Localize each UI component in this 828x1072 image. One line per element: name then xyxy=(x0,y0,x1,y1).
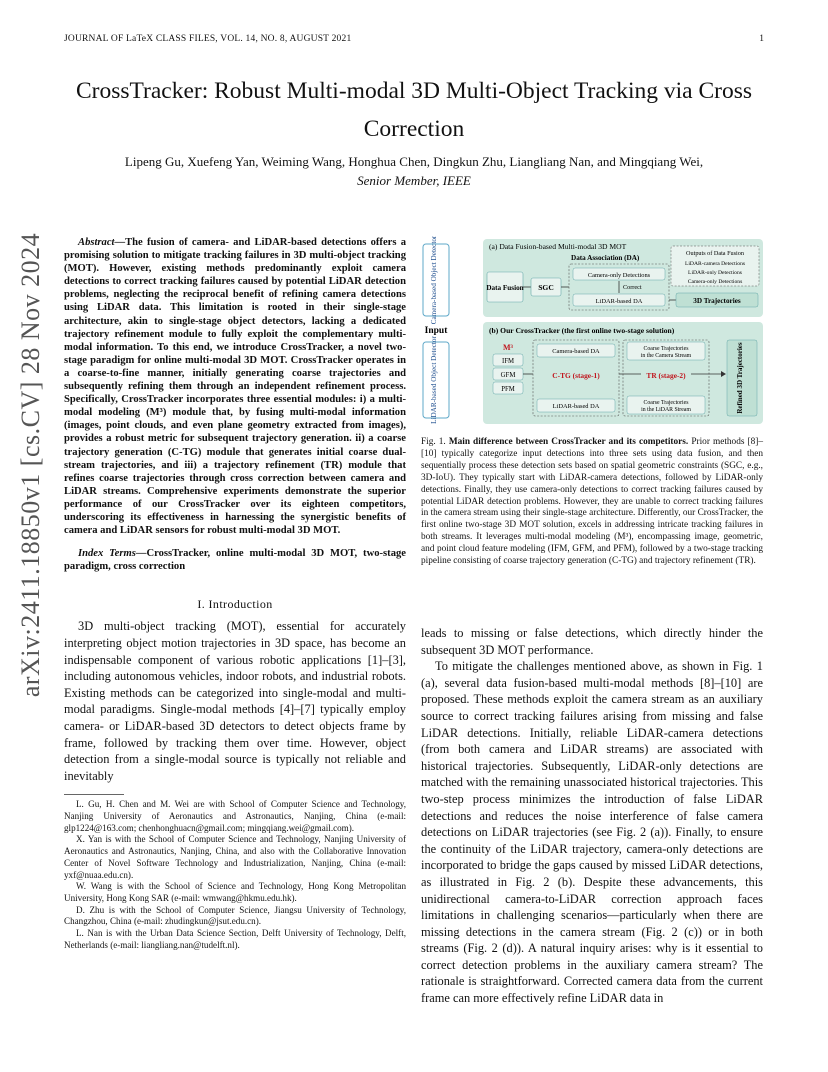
right-column xyxy=(421,625,763,1007)
abstract-label: Abstract xyxy=(78,237,115,248)
lidar-based-da-a-label: LiDAR-based DA xyxy=(595,298,643,305)
coarse-camera-label: Coarse Trajectories xyxy=(643,346,689,352)
intro-paragraph-right-2: To mitigate the challenges mentioned above, as shown in Fig. 1 (a), several data fusion-based multi-modal methods [8]–[10] are proposed. These methods exploit the camera stream as an auxiliary source to correct tracking failures arising from missing and false LiDAR detections. Initially, reliable LiDAR-camera detections (from both camera and LiDAR streams) are associated with historical trajectories. Subsequently, LiDAR-only detections are matched with the remaining unassociated historical trajectories. This two-step process minimizes the introduction of false LiDAR detections and reduces the noise interference of false camera detections on LiDAR trajectories (see Fig. 2 (a)). Finally, to ensure the continuity of the LiDAR trajectory, camera-only detections are incorporated to bridge the gaps caused by missed LiDAR detections, as illustrated in Fig. 2 (b). Despite these advancements, this unidirectional camera-to-LiDAR correction approach faces limitations in challenging scenarios—particularly when there are missing detections in the camera stream (Fig. 2 (c)) or in both streams (Fig. 2 (d)). A natural inquiry arises: why is it essential to correct detection problems in the auxiliary camera stream? The rationale is straightforward. Corrected camera data from the current frame can more effectively refine LiDAR data in xyxy=(421,659,763,1006)
panel-b-title: (b) Our CrossTracker (the first online two-stage solution) xyxy=(489,326,675,335)
coarse-lidar-label: in the LiDAR Stream xyxy=(641,407,691,413)
footnote-divider xyxy=(64,794,124,795)
section-heading: I. Introduction xyxy=(197,597,273,612)
footnote-affiliation: L. Nan is with the Urban Data Science Section, Delft University of Technology, Delft, Netherlands (e-mail: liangliang.nan@tudelft.nl). xyxy=(64,928,406,950)
page-number: 1 xyxy=(759,34,764,44)
outputs-item: Camera-only Detections xyxy=(687,279,743,285)
coarse-lidar-label: Coarse Trajectories xyxy=(643,400,689,406)
left-column xyxy=(64,236,406,951)
figure-caption xyxy=(421,437,763,568)
camera-based-da-label: Camera-based DA xyxy=(552,348,600,355)
outputs-item: LiDAR-only Detections xyxy=(688,270,742,276)
data-fusion-label: Data Fusion xyxy=(486,284,524,292)
authors-names: Lipeng Gu, Xuefeng Yan, Weiming Wang, Honghua Chen, Dingkun Zhu, Liangliang Nan, and Mingqiang Wei, xyxy=(124,154,704,169)
refined-label: Refined 3D Trajectories xyxy=(736,342,744,414)
running-header: JOURNAL OF LaTeX CLASS FILES, VOL. 14, NO. 8, AUGUST 2021 xyxy=(64,34,352,44)
abstract xyxy=(64,236,406,537)
footnote-affiliation: W. Wang is with the School of Science and Technology, Hong Kong Metropolitan University, Hong Kong SAR (e-mail: wmwang@hkmu.edu.hk). xyxy=(64,881,406,903)
caption-bold: Main difference between CrossTracker and its competitors. xyxy=(448,437,689,447)
lidar-based-da-b-label: LiDAR-based DA xyxy=(552,403,600,410)
pfm-label: PFM xyxy=(501,386,515,393)
index-terms xyxy=(64,547,406,573)
footnote-affiliation: X. Yan is with the School of Computer Science and Technology, Nanjing University of Aeronautics and Astronautics, Nanjing, China, and also with the Collaborative Innovation Center of Novel Software Technology and Industrialization, Nanjing, China (e-mail: yxf@nuaa.edu.cn). xyxy=(64,834,406,880)
camera-only-detections-label: Camera-only Detections xyxy=(587,272,651,279)
camera-detector-label: Camera-based Object Detector xyxy=(430,236,438,325)
index-terms-text: —CrossTracker, online multi-modal 3D MOT, two-stage paradigm, cross correction xyxy=(64,548,406,573)
arxiv-stamp-container xyxy=(14,232,48,698)
coarse-camera-label: in the Camera Stream xyxy=(640,353,692,359)
sgc-label: SGC xyxy=(538,283,554,292)
tr-label: TR (stage-2) xyxy=(646,371,686,380)
ctg-label: C-TG (stage-1) xyxy=(552,371,600,380)
input-label: Input xyxy=(424,326,448,336)
outputs-title: Outputs of Data Fusion xyxy=(686,250,744,257)
figure-1 xyxy=(421,236,766,428)
paper-title: CrossTracker: Robust Multi-modal 3D Multi-Object Tracking via Cross Correction xyxy=(75,78,753,142)
caption-text: Prior methods [8]–[10] typically categorize input detections into three sets using data fusion, and then sequentially process these detection sets based on spatial geometric constraints (SGC, e.g., 3D-IoU). They typically start with LiDAR-camera detections, followed by LiDAR-only detections. Finally, they use camera-only detections to correct tracking failures caused by potential LiDAR detection problems. However, they are unable to correct tracking failures in the camera stream using their single-stage architecture. Differently, our CrossTracker, the first online two-stage 3D MOT solution, excels in addressing intricate tracking failures in both streams. It leverages multi-modal modeling (M³), encompassing image, geometric, and point cloud feature modeling (IFM, GFM, and PFM), followed by a two-stage tracking pipeline consisting of coarse trajectory generation (C-TG) and trajectory refinement (TR). xyxy=(421,437,764,567)
author-list xyxy=(64,152,764,190)
authors-membership: Senior Member, IEEE xyxy=(357,173,471,188)
footnote-affiliation: L. Gu, H. Chen and M. Wei are with School of Computer Science and Technology, Nanjing University of Aeronautics and Astronautics, Nanjing, China (e-mail: glp1224@163.com; chenhonghuacn@gmail.com; mingqiang.wei@gmail.com). xyxy=(64,799,406,833)
lidar-detector-label: LiDAR-based Object Detector xyxy=(430,336,438,424)
ifm-label: IFM xyxy=(501,358,515,365)
index-terms-label: Index Terms xyxy=(78,548,136,560)
outputs-item: LiDAR-camera Detections xyxy=(684,261,746,267)
arxiv-stamp: arXiv:2411.18850v1 [cs.CV] 28 Nov 2024 xyxy=(16,232,45,698)
m3-label: M³ xyxy=(503,343,513,352)
panel-a-title: (a) Data Fusion-based Multi-modal 3D MOT xyxy=(489,242,627,251)
intro-paragraph-right-1: leads to missing or false detections, which directly hinder the subsequent 3D MOT performance. xyxy=(421,626,763,657)
3d-trajectories-label: 3D Trajectories xyxy=(693,297,741,305)
da-label: Data Association (DA) xyxy=(571,254,640,262)
correct-label: Correct xyxy=(623,284,642,291)
footnote-affiliation: D. Zhu is with the School of Computer Science, Jiangsu University of Technology, Changzhou, China (e-mail: zhudingkun@jsut.edu.cn). xyxy=(64,904,406,927)
gfm-label: GFM xyxy=(500,372,516,379)
caption-label: Fig. 1. xyxy=(421,437,446,447)
intro-paragraph-left: 3D multi-object tracking (MOT), essential for accurately interpreting object motion trajectories in 3D space, has become an indispensable component of various robotic applications [1]–[3], including autonomous vehicles, indoor robots, and industrial robots. Existing methods can be categorized into single-modal and multi-modal paradigms. Single-modal methods [4]–[7] typically employ camera- or LiDAR-based 3D detectors to detect objects frame by frame, followed by tracking them over time. However, object detection from a single-modal source is typically not reliable and inevitably xyxy=(64,619,406,783)
abstract-text: —The fusion of camera- and LiDAR-based detections offers a promising solution to mitigate tracking failures in 3D multi-object tracking (MOT). However, existing methods predominantly exploit camera detections to correct tracking failures caused by potential LiDAR detection problems, neglecting the reciprocal benefit of refining camera detections using LiDAR data. This limitation is rooted in their single-stage architecture, akin to single-stage object detectors, lacking a dedicated trajectory refinement module to fully exploit the complementary multi-modal information. To this end, we introduce CrossTracker, a novel two-stage paradigm for online multi-modal 3D MOT. CrossTracker operates in a coarse-to-fine manner, initially generating coarse trajectories and subsequently refining them through an independent refinement process. Specifically, CrossTracker incorporates three essential modules: i) a multi-modal modeling (M³) module that, by fusing multi-modal information (images, point clouds, and even plane geometry extracted from images), provides a robust metric for subsequent trajectory generation. ii) a coarse trajectory generation (C-TG) module that generates initial coarse dual-stream trajectories, and iii) a trajectory refinement (TR) module that refines coarse trajectories through cross correction between camera and LiDAR streams. Comprehensive experiments demonstrate the superior performance of our CrossTracker over its eighteen competitors, underscoring its effectiveness in harnessing the synergistic benefits of camera and LiDAR sensors for robust multi-modal 3D MOT. xyxy=(64,237,406,537)
